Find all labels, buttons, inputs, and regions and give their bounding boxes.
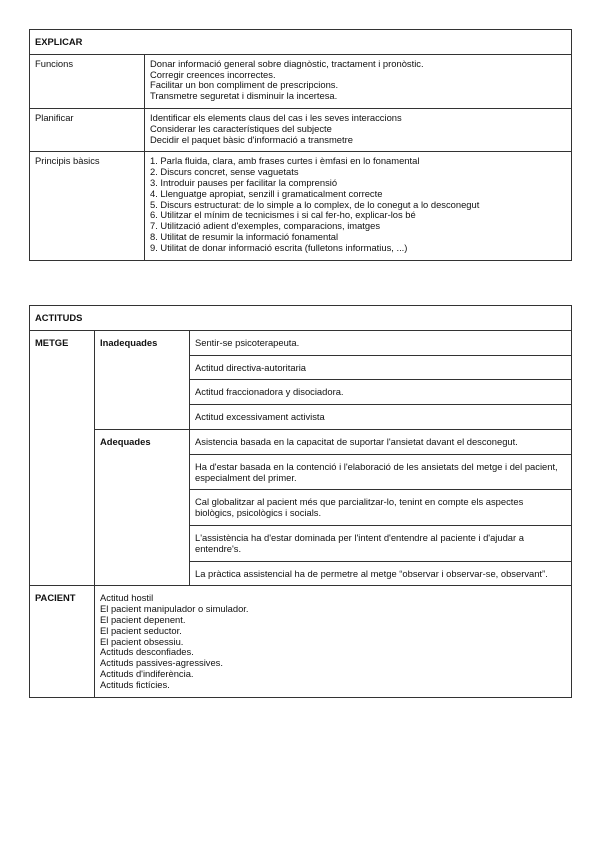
text-line: El pacient depenent. xyxy=(100,613,186,625)
text-line: 8. Utilitat de resumir la informació fonamental xyxy=(150,230,339,242)
metge-label: METGE xyxy=(30,330,95,586)
text-line: Actitud hostil xyxy=(100,592,154,604)
row-label-planificar: Planificar xyxy=(30,108,145,151)
text-line: Transmetre seguretat i disminuir la incertesa. xyxy=(150,90,338,102)
pacient-label: PACIENT xyxy=(30,586,95,697)
inadequada-item: Actitud directiva-autoritaria xyxy=(190,355,572,380)
text-line: 6. Utilitzar el mínim de tecnicismes i si cal fer-ho, explicar-los bé xyxy=(150,209,416,221)
explicar-table xyxy=(29,29,572,261)
text-line: Facilitar un bon compliment de prescripcions. xyxy=(150,79,339,91)
text-line: 1. Parla fluida, clara, amb frases curtes i èmfasi en lo fonamental xyxy=(150,155,420,167)
adequada-item: Ha d'estar basada en la contenció i l'elaboració de les ansietats del metge i del pacient, especialment del primer. xyxy=(190,454,572,490)
text-line: 3. Introduir pauses per facilitar la comprensió xyxy=(150,176,338,188)
adequada-item: L'assistència ha d'estar dominada per l'intent d'entendre al paciente i d'ajudar a entendre's. xyxy=(190,525,572,561)
text-line: 4. Llenguatge apropiat, senzill i gramaticalment correcte xyxy=(150,187,383,199)
principis-lines xyxy=(145,152,572,260)
adequada-item: La pràctica assistencial ha de permetre al metge “observar i observar-se, observant”. xyxy=(190,561,572,586)
text-line: Donar informació general sobre diagnòstic, tractament i pronòstic. xyxy=(150,57,424,69)
inadequada-item: Actitud fraccionadora y disociadora. xyxy=(190,380,572,405)
inadequada-item: Sentir-se psicoterapeuta. xyxy=(190,330,572,355)
text-line: 5. Discurs estructurat: de lo simple a lo complex, de lo conegut a lo desconegut xyxy=(150,198,480,210)
text-line: Actituds passives-agressives. xyxy=(100,657,223,669)
actituds-table xyxy=(29,305,572,698)
text-line: 2. Discurs concret, sense vaguetats xyxy=(150,166,299,178)
text-line: 7. Utilització adient d'exemples, comparacions, imatges xyxy=(150,220,381,232)
row-label-funcions: Funcions xyxy=(30,54,145,108)
inadequada-item: Actitud excessivament activista xyxy=(190,405,572,430)
planificar-lines xyxy=(145,108,572,151)
adequada-item: Cal globalitzar al pacient més que parcialitzar-lo, tenint en compte els aspectes biològics, psicològics i socials. xyxy=(190,490,572,526)
funcions-lines xyxy=(145,54,572,108)
text-line: El pacient manipulador o simulador. xyxy=(100,603,249,615)
text-line: Considerar les característiques del subjecte xyxy=(150,122,332,134)
text-line: Identificar els elements claus del cas i les seves interaccions xyxy=(150,111,402,123)
text-line: Decidir el paquet bàsic d'informació a transmetre xyxy=(150,133,353,145)
adequades-label: Adequades xyxy=(95,429,190,585)
text-line: Actituds d'indiferència. xyxy=(100,667,194,679)
text-line: El pacient obsessiu. xyxy=(100,635,184,647)
explicar-header: EXPLICAR xyxy=(30,30,572,55)
text-line: Corregir creences incorrectes. xyxy=(150,68,276,80)
text-line: El pacient seductor. xyxy=(100,624,182,636)
text-line: 9. Utilitat de donar informació escrita (fulletons informatius, ...) xyxy=(150,241,408,253)
inadequades-label: Inadequades xyxy=(95,330,190,429)
pacient-lines xyxy=(95,586,572,697)
actituds-header: ACTITUDS xyxy=(30,306,572,331)
text-line: Actituds fictícies. xyxy=(100,678,170,690)
adequada-item: Asistencia basada en la capacitat de suportar l'ansietat davant el desconegut. xyxy=(190,429,572,454)
row-label-principis: Principis bàsics xyxy=(30,152,145,260)
text-line: Actituds desconfiades. xyxy=(100,646,194,658)
